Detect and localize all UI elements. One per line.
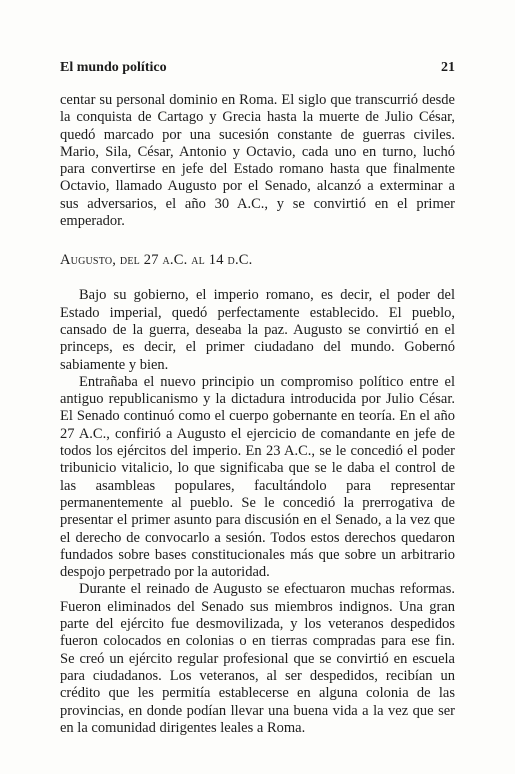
running-title: El mundo político (60, 60, 167, 75)
body-text (60, 92, 455, 737)
paragraph-intro: centar su personal dominio en Roma. El siglo que transcurrió desde la conquista de Cartago y Grecia hasta la muerte de Julio César, quedó marcado por una sucesión constante de guerras civiles. Mario, Sila, César, Antonio y Octavio, cada uno en turno, luchó para convertirse en jefe del Estado romano hasta que finalmente Octavio, llamado Augusto por el Senado, alcanzó a exterminar a sus adversarios, el año 30 A.C., y se convirtió en el primer emperador. (60, 92, 455, 230)
paragraph: Durante el reinado de Augusto se efectuaron muchas reformas. Fueron eliminados del Senado sus miembros indignos. Una gran parte del ejército fue desmovilizada, y los veteranos despedidos fueron colocados en colonias o en tierras compradas para ese fin. Se creó un ejército regular profesional que se convirtió en escuela para ciudadanos. Los veteranos, al ser despedidos, recibían un crédito que les permitía establecerse en alguna colonia de las provincias, en donde podían llevar una buena vida a la vez que ser en la comunidad dirigentes leales a Roma. (60, 581, 455, 736)
page-number: 21 (441, 60, 455, 75)
running-header (60, 60, 455, 76)
paragraph: Entrañaba el nuevo principio un compromiso político entre el antiguo republicanismo y la dictadura introducida por Julio César. El Senado continuó como el cuerpo gobernante en teoría. En el año 27 A.C., confirió a Augusto el ejercicio de comandante en jefe de todos los ejércitos del imperio. En 23 A.C., se le concedió el poder tribunicio vitalicio, lo que significaba que se le daba el control de las asambleas populares, facultándolo para representar permanentemente al pueblo. Se le concedió la prerrogativa de presentar el primer asunto para discusión en el Senado, a la vez que el derecho de convocarlo a sesión. Todos estos derechos quedaron fundados sobre bases constitucionales más que sobre un arbitrario despojo perpetrado por la autoridad. (60, 373, 455, 581)
section-heading: Augusto, del 27 a.C. al 14 d.C. (60, 252, 253, 269)
paragraph: Bajo su gobierno, el imperio romano, es decir, el poder del Estado imperial, quedó perfectamente establecido. El pueblo, cansado de la guerra, deseaba la paz. Augusto se convirtió en el princeps, es decir, el primer ciudadano del mundo. Gobernó sabiamente y bien. (60, 287, 455, 373)
book-page (60, 60, 455, 737)
